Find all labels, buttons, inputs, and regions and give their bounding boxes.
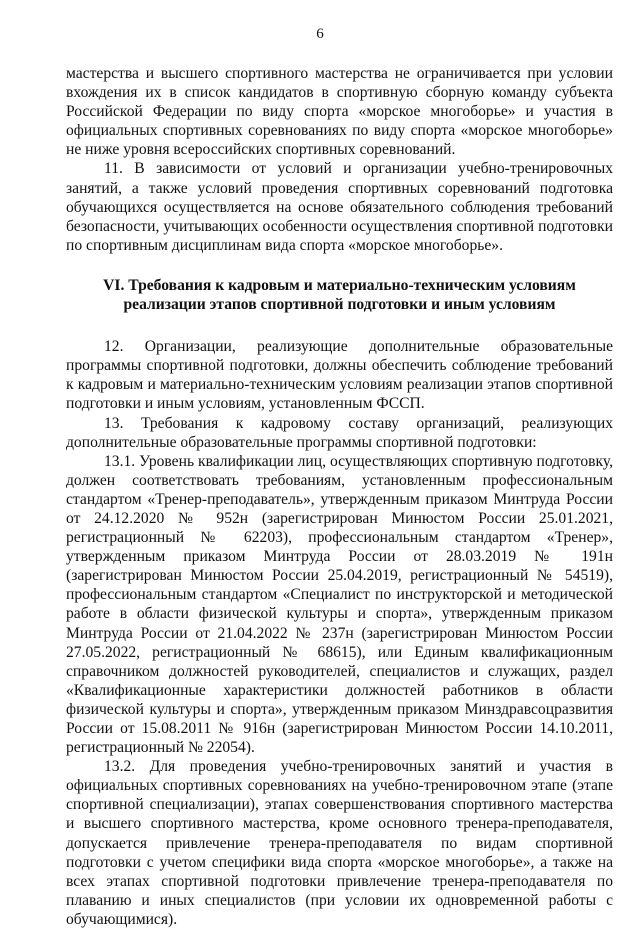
paragraph-13-1: 13.1. Уровень квалификации лиц, осуществляющих спортивную подготовку, должен соответствовать требованиям, установленным профессиональным стандартом «Тренер-преподаватель», утвержденным приказом Минтруда России от 24.12.2020 № 952н (зарегистрирован Минюстом России 25.01.2021, регистрационный № 62203), профессиональным стандартом «Тренер», утвержденным приказом Минтруда России от 28.03.2019 № 191н (зарегистрирован Минюстом России 25.04.2019, регистрационный № 54519), профессиональным стандартом «Специалист по инструкторской и методической работе в области физической культуры и спорта», утвержденным приказом Минтруда России от 21.04.2022 № 237н (зарегистрирован Минюстом России 27.05.2022, регистрационный № 68615), или Единым квалификационным справочником должностей руководителей, специалистов и служащих, раздел «Квалификационные характеристики должностей работников в области физической культуры и спорта», утвержденным приказом Минздравсоцразвития России от 15.08.2011 № 916н (зарегистрирован Минюстом России 14.10.2011, регистрационный № 22054).	[66, 452, 613, 757]
paragraph-11: 11. В зависимости от условий и организации учебно-тренировочных занятий, а также условий проведения спортивных соревнований подготовка обучающихся осуществляется на основе обязательного соблюдения требований безопасности, учитывающих особенности осуществления спортивной подготовки по спортивным дисциплинам вида спорта «морское многоборье».	[66, 160, 613, 254]
paragraph-13-2: 13.2. Для проведения учебно-тренировочных занятий и участия в официальных спортивных соревнованиях на учебно-тренировочном этапе (этапе спортивной специализации), этапах совершенствования спортивного мастерства и высшего спортивного мастерства, кроме основного тренера-преподавателя, допускается привлечение тренера-преподавателя по видам спортивной подготовки с учетом специфики вида спорта «морское многоборье», а также на всех этапах спортивной подготовки привлечение тренера-преподавателя по плаванию и иных специалистов (при условии их одновременной работы с обучающимися).	[66, 758, 613, 928]
paragraph-12: 12. Организации, реализующие дополнительные образовательные программы спортивной подготовки, должны обеспечить соблюдение требований к кадровым и материально-техническим условиям реализации этапов спортивной подготовки и иным условиям, установленным ФССП.	[66, 338, 613, 413]
document-body	[66, 64, 613, 929]
section-heading-line-1: VI. Требования к кадровым и материально-техническим условиям	[103, 276, 576, 294]
paragraph-continuation: мастерства и высшего спортивного мастерства не ограничивается при условии вхождения их в список кандидатов в спортивную сборную команду субъекта Российской Федерации по виду спорта «морское многоборье» и участия в официальных спортивных соревнованиях по виду спорта «морское многоборье» не ниже уровня всероссийских спортивных соревнований.	[66, 65, 613, 159]
section-heading-line-2: реализации этапов спортивной подготовки и иным условиям	[123, 296, 556, 314]
page-number: 6	[316, 26, 324, 42]
section-heading	[66, 276, 613, 314]
paragraph-13: 13. Требования к кадровому составу организаций, реализующих дополнительные образовательные программы спортивной подготовки:	[66, 414, 613, 451]
